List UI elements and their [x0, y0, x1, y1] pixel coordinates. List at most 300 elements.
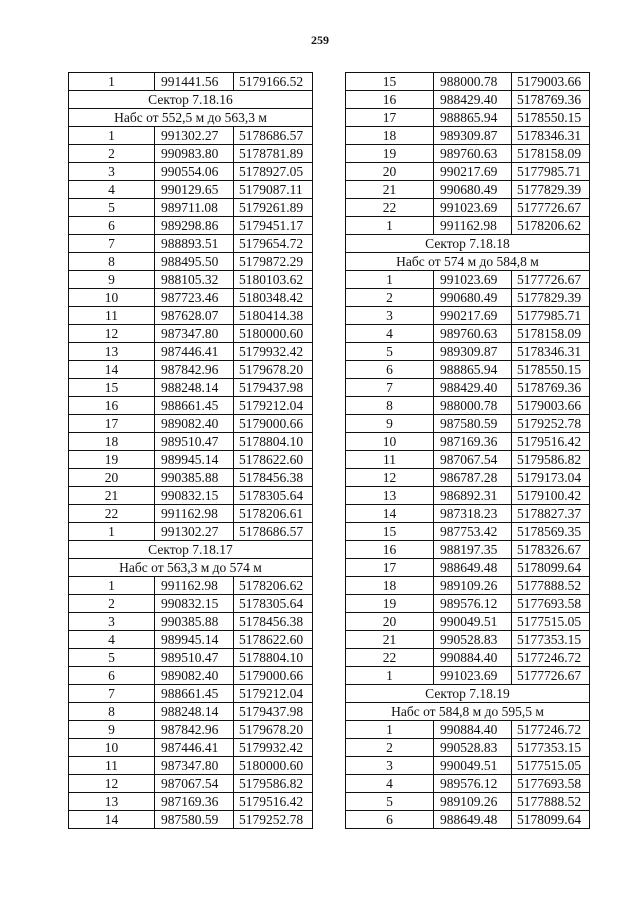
y-coordinate-cell: 5177515.05	[512, 757, 590, 775]
x-coordinate-cell: 990680.49	[434, 181, 512, 199]
point-number-cell: 9	[69, 271, 155, 289]
x-coordinate-cell: 990217.69	[434, 307, 512, 325]
table-row	[346, 541, 590, 559]
table-row	[346, 757, 590, 775]
y-coordinate-cell: 5178769.36	[512, 91, 590, 109]
point-number-cell: 8	[346, 397, 434, 415]
y-coordinate-cell: 5180000.60	[234, 325, 313, 343]
table-row	[346, 361, 590, 379]
y-coordinate-cell: 5177726.67	[512, 667, 590, 685]
table-row	[69, 217, 313, 235]
x-coordinate-cell: 988661.45	[155, 397, 234, 415]
table-row	[69, 289, 313, 307]
point-number-cell: 8	[69, 703, 155, 721]
x-coordinate-cell: 990680.49	[434, 289, 512, 307]
y-coordinate-cell: 5178686.57	[234, 127, 313, 145]
table-row	[69, 127, 313, 145]
table-row	[346, 559, 590, 577]
point-number-cell: 22	[346, 649, 434, 667]
table-row	[69, 199, 313, 217]
table-row	[346, 775, 590, 793]
table-row	[346, 289, 590, 307]
point-number-cell: 14	[69, 811, 155, 829]
sector-range-row	[346, 253, 590, 271]
x-coordinate-cell: 991023.69	[434, 667, 512, 685]
table-row	[346, 325, 590, 343]
point-number-cell: 2	[69, 595, 155, 613]
point-number-cell: 11	[346, 451, 434, 469]
y-coordinate-cell: 5179586.82	[512, 451, 590, 469]
x-coordinate-cell: 988197.35	[434, 541, 512, 559]
y-coordinate-cell: 5177888.52	[512, 577, 590, 595]
point-number-cell: 2	[69, 145, 155, 163]
point-number-cell: 19	[346, 145, 434, 163]
table-row	[69, 433, 313, 451]
table-row	[69, 325, 313, 343]
table-row	[346, 595, 590, 613]
y-coordinate-cell: 5178927.05	[234, 163, 313, 181]
y-coordinate-cell: 5177693.58	[512, 595, 590, 613]
sector-range-row	[69, 109, 313, 127]
y-coordinate-cell: 5178804.10	[234, 433, 313, 451]
point-number-cell: 20	[346, 163, 434, 181]
point-number-cell: 16	[346, 541, 434, 559]
sector-range: Набс от 552,5 м до 563,3 м	[69, 109, 313, 127]
table-row	[69, 613, 313, 631]
table-row	[346, 91, 590, 109]
x-coordinate-cell: 987842.96	[155, 361, 234, 379]
point-number-cell: 14	[346, 505, 434, 523]
y-coordinate-cell: 5179654.72	[234, 235, 313, 253]
x-coordinate-cell: 988893.51	[155, 235, 234, 253]
table-row	[346, 667, 590, 685]
y-coordinate-cell: 5179173.04	[512, 469, 590, 487]
table-row	[69, 361, 313, 379]
table-row	[69, 739, 313, 757]
y-coordinate-cell: 5179100.42	[512, 487, 590, 505]
y-coordinate-cell: 5179212.04	[234, 397, 313, 415]
point-number-cell: 10	[346, 433, 434, 451]
x-coordinate-cell: 989510.47	[155, 433, 234, 451]
x-coordinate-cell: 989309.87	[434, 343, 512, 361]
point-number-cell: 3	[69, 613, 155, 631]
x-coordinate-cell: 986892.31	[434, 487, 512, 505]
x-coordinate-cell: 988661.45	[155, 685, 234, 703]
y-coordinate-cell: 5178206.62	[512, 217, 590, 235]
table-row	[346, 145, 590, 163]
table-row	[69, 469, 313, 487]
x-coordinate-cell: 988429.40	[434, 379, 512, 397]
x-coordinate-cell: 987446.41	[155, 739, 234, 757]
sector-range-row	[346, 703, 590, 721]
x-coordinate-cell: 987067.54	[434, 451, 512, 469]
point-number-cell: 12	[69, 325, 155, 343]
y-coordinate-cell: 5177985.71	[512, 163, 590, 181]
point-number-cell: 12	[346, 469, 434, 487]
table-row	[346, 721, 590, 739]
y-coordinate-cell: 5178550.15	[512, 361, 590, 379]
y-coordinate-cell: 5179252.78	[512, 415, 590, 433]
y-coordinate-cell: 5179000.66	[234, 415, 313, 433]
y-coordinate-cell: 5179252.78	[234, 811, 313, 829]
y-coordinate-cell: 5179678.20	[234, 361, 313, 379]
x-coordinate-cell: 987446.41	[155, 343, 234, 361]
sector-range: Набс от 584,8 м до 595,5 м	[346, 703, 590, 721]
point-number-cell: 17	[346, 109, 434, 127]
x-coordinate-cell: 991302.27	[155, 127, 234, 145]
point-number-cell: 1	[69, 127, 155, 145]
y-coordinate-cell: 5178305.64	[234, 487, 313, 505]
table-row	[346, 109, 590, 127]
y-coordinate-cell: 5177353.15	[512, 739, 590, 757]
point-number-cell: 11	[69, 307, 155, 325]
x-coordinate-cell: 991162.98	[155, 505, 234, 523]
x-coordinate-cell: 989945.14	[155, 631, 234, 649]
point-number-cell: 19	[69, 451, 155, 469]
point-number-cell: 8	[69, 253, 155, 271]
point-number-cell: 21	[346, 631, 434, 649]
point-number-cell: 16	[69, 397, 155, 415]
table-row	[69, 163, 313, 181]
table-row	[346, 433, 590, 451]
sector-title-row	[346, 235, 590, 253]
table-row	[69, 577, 313, 595]
y-coordinate-cell: 5178456.38	[234, 613, 313, 631]
point-number-cell: 2	[346, 739, 434, 757]
x-coordinate-cell: 988248.14	[155, 703, 234, 721]
table-row	[69, 631, 313, 649]
y-coordinate-cell: 5177693.58	[512, 775, 590, 793]
table-row	[69, 271, 313, 289]
table-row	[346, 577, 590, 595]
point-number-cell: 19	[346, 595, 434, 613]
point-number-cell: 21	[69, 487, 155, 505]
x-coordinate-cell: 988649.48	[434, 811, 512, 829]
point-number-cell: 22	[346, 199, 434, 217]
x-coordinate-cell: 991441.56	[155, 73, 234, 91]
point-number-cell: 4	[69, 631, 155, 649]
point-number-cell: 2	[346, 289, 434, 307]
sector-range-row	[69, 559, 313, 577]
x-coordinate-cell: 990528.83	[434, 739, 512, 757]
table-row	[69, 757, 313, 775]
table-row	[346, 451, 590, 469]
y-coordinate-cell: 5178827.37	[512, 505, 590, 523]
x-coordinate-cell: 987169.36	[434, 433, 512, 451]
table-row	[69, 685, 313, 703]
y-coordinate-cell: 5178456.38	[234, 469, 313, 487]
point-number-cell: 1	[346, 271, 434, 289]
x-coordinate-cell: 987628.07	[155, 307, 234, 325]
point-number-cell: 7	[69, 235, 155, 253]
table-row	[346, 217, 590, 235]
table-row	[69, 343, 313, 361]
page-number: 259	[311, 33, 329, 47]
table-row	[346, 523, 590, 541]
point-number-cell: 20	[69, 469, 155, 487]
y-coordinate-cell: 5178346.31	[512, 343, 590, 361]
x-coordinate-cell: 988248.14	[155, 379, 234, 397]
y-coordinate-cell: 5178206.61	[234, 505, 313, 523]
y-coordinate-cell: 5177353.15	[512, 631, 590, 649]
table-row	[346, 649, 590, 667]
point-number-cell: 1	[69, 577, 155, 595]
y-coordinate-cell: 5179212.04	[234, 685, 313, 703]
table-row	[69, 397, 313, 415]
x-coordinate-cell: 990832.15	[155, 487, 234, 505]
x-coordinate-cell: 991162.98	[434, 217, 512, 235]
y-coordinate-cell: 5177515.05	[512, 613, 590, 631]
x-coordinate-cell: 991162.98	[155, 577, 234, 595]
x-coordinate-cell: 990385.88	[155, 613, 234, 631]
y-coordinate-cell: 5178305.64	[234, 595, 313, 613]
x-coordinate-cell: 987347.80	[155, 757, 234, 775]
point-number-cell: 6	[346, 361, 434, 379]
y-coordinate-cell: 5179516.42	[512, 433, 590, 451]
y-coordinate-cell: 5178622.60	[234, 631, 313, 649]
point-number-cell: 3	[69, 163, 155, 181]
x-coordinate-cell: 988429.40	[434, 91, 512, 109]
point-number-cell: 18	[69, 433, 155, 451]
y-coordinate-cell: 5177246.72	[512, 721, 590, 739]
y-coordinate-cell: 5179678.20	[234, 721, 313, 739]
y-coordinate-cell: 5179261.89	[234, 199, 313, 217]
point-number-cell: 1	[346, 721, 434, 739]
point-number-cell: 15	[69, 379, 155, 397]
table-row	[346, 73, 590, 91]
y-coordinate-cell: 5178099.64	[512, 811, 590, 829]
x-coordinate-cell: 991023.69	[434, 271, 512, 289]
sector-title-row	[69, 91, 313, 109]
x-coordinate-cell: 988865.94	[434, 361, 512, 379]
x-coordinate-cell: 989945.14	[155, 451, 234, 469]
table-row	[69, 73, 313, 91]
x-coordinate-cell: 989760.63	[434, 145, 512, 163]
sector-title-row	[69, 541, 313, 559]
x-coordinate-cell: 988649.48	[434, 559, 512, 577]
point-number-cell: 6	[69, 667, 155, 685]
table-row	[346, 271, 590, 289]
y-coordinate-cell: 5178781.89	[234, 145, 313, 163]
table-row	[346, 613, 590, 631]
table-row	[346, 397, 590, 415]
table-row	[69, 181, 313, 199]
x-coordinate-cell: 990049.51	[434, 757, 512, 775]
y-coordinate-cell: 5179586.82	[234, 775, 313, 793]
x-coordinate-cell: 987169.36	[155, 793, 234, 811]
x-coordinate-cell: 990049.51	[434, 613, 512, 631]
point-number-cell: 5	[346, 343, 434, 361]
point-number-cell: 13	[69, 793, 155, 811]
point-number-cell: 18	[346, 577, 434, 595]
point-number-cell: 13	[346, 487, 434, 505]
point-number-cell: 4	[69, 181, 155, 199]
table-row	[346, 181, 590, 199]
table-row	[346, 631, 590, 649]
sector-title: Сектор 7.18.16	[69, 91, 313, 109]
point-number-cell: 14	[69, 361, 155, 379]
x-coordinate-cell: 989082.40	[155, 415, 234, 433]
point-number-cell: 17	[69, 415, 155, 433]
sector-range: Набс от 574 м до 584,8 м	[346, 253, 590, 271]
point-number-cell: 1	[69, 73, 155, 91]
x-coordinate-cell: 990385.88	[155, 469, 234, 487]
x-coordinate-cell: 990832.15	[155, 595, 234, 613]
point-number-cell: 4	[346, 325, 434, 343]
x-coordinate-cell: 990217.69	[434, 163, 512, 181]
x-coordinate-cell: 988000.78	[434, 73, 512, 91]
x-coordinate-cell: 989576.12	[434, 775, 512, 793]
table-row	[69, 667, 313, 685]
x-coordinate-cell: 987723.46	[155, 289, 234, 307]
y-coordinate-cell: 5179087.11	[234, 181, 313, 199]
point-number-cell: 22	[69, 505, 155, 523]
table-row	[69, 505, 313, 523]
x-coordinate-cell: 987318.23	[434, 505, 512, 523]
x-coordinate-cell: 987842.96	[155, 721, 234, 739]
point-number-cell: 10	[69, 739, 155, 757]
x-coordinate-cell: 990554.06	[155, 163, 234, 181]
y-coordinate-cell: 5177726.67	[512, 199, 590, 217]
y-coordinate-cell: 5178346.31	[512, 127, 590, 145]
point-number-cell: 6	[69, 217, 155, 235]
point-number-cell: 13	[69, 343, 155, 361]
sector-range: Набс от 563,3 м до 574 м	[69, 559, 313, 577]
x-coordinate-cell: 987580.59	[155, 811, 234, 829]
point-number-cell: 6	[346, 811, 434, 829]
x-coordinate-cell: 988495.50	[155, 253, 234, 271]
table-row	[69, 379, 313, 397]
x-coordinate-cell: 988105.32	[155, 271, 234, 289]
point-number-cell: 12	[69, 775, 155, 793]
y-coordinate-cell: 5177726.67	[512, 271, 590, 289]
point-number-cell: 1	[346, 667, 434, 685]
y-coordinate-cell: 5179932.42	[234, 343, 313, 361]
point-number-cell: 11	[69, 757, 155, 775]
x-coordinate-cell: 989309.87	[434, 127, 512, 145]
table-row	[346, 505, 590, 523]
table-row	[346, 199, 590, 217]
y-coordinate-cell: 5180000.60	[234, 757, 313, 775]
point-number-cell: 9	[69, 721, 155, 739]
point-number-cell: 15	[346, 73, 434, 91]
table-row	[69, 523, 313, 541]
point-number-cell: 3	[346, 307, 434, 325]
y-coordinate-cell: 5179437.98	[234, 379, 313, 397]
point-number-cell: 7	[346, 379, 434, 397]
table-row	[69, 415, 313, 433]
x-coordinate-cell: 989082.40	[155, 667, 234, 685]
y-coordinate-cell: 5179000.66	[234, 667, 313, 685]
x-coordinate-cell: 987580.59	[434, 415, 512, 433]
table-row	[69, 487, 313, 505]
x-coordinate-cell: 987347.80	[155, 325, 234, 343]
x-coordinate-cell: 989711.08	[155, 199, 234, 217]
x-coordinate-cell: 988865.94	[434, 109, 512, 127]
y-coordinate-cell: 5178622.60	[234, 451, 313, 469]
y-coordinate-cell: 5178158.09	[512, 145, 590, 163]
sector-title: Сектор 7.18.19	[346, 685, 590, 703]
x-coordinate-cell: 988000.78	[434, 397, 512, 415]
y-coordinate-cell: 5178569.35	[512, 523, 590, 541]
table-row	[346, 793, 590, 811]
x-coordinate-cell: 990129.65	[155, 181, 234, 199]
point-number-cell: 1	[69, 523, 155, 541]
point-number-cell: 4	[346, 775, 434, 793]
sector-title-row	[346, 685, 590, 703]
sector-title: Сектор 7.18.18	[346, 235, 590, 253]
point-number-cell: 3	[346, 757, 434, 775]
x-coordinate-cell: 991023.69	[434, 199, 512, 217]
point-number-cell: 5	[69, 199, 155, 217]
point-number-cell: 17	[346, 559, 434, 577]
table-row	[346, 811, 590, 829]
point-number-cell: 1	[346, 217, 434, 235]
y-coordinate-cell: 5178206.62	[234, 577, 313, 595]
table-row	[69, 253, 313, 271]
y-coordinate-cell: 5178099.64	[512, 559, 590, 577]
x-coordinate-cell: 990528.83	[434, 631, 512, 649]
table-row	[69, 721, 313, 739]
y-coordinate-cell: 5179451.17	[234, 217, 313, 235]
table-row	[69, 793, 313, 811]
y-coordinate-cell: 5177829.39	[512, 289, 590, 307]
y-coordinate-cell: 5179003.66	[512, 397, 590, 415]
x-coordinate-cell: 989109.26	[434, 793, 512, 811]
y-coordinate-cell: 5179166.52	[234, 73, 313, 91]
sector-title: Сектор 7.18.17	[69, 541, 313, 559]
y-coordinate-cell: 5180348.42	[234, 289, 313, 307]
table-row	[346, 127, 590, 145]
x-coordinate-cell: 990983.80	[155, 145, 234, 163]
y-coordinate-cell: 5178769.36	[512, 379, 590, 397]
table-row	[346, 487, 590, 505]
table-row	[69, 595, 313, 613]
x-coordinate-cell: 990884.40	[434, 721, 512, 739]
y-coordinate-cell: 5177246.72	[512, 649, 590, 667]
point-number-cell: 15	[346, 523, 434, 541]
table-row	[346, 163, 590, 181]
x-coordinate-cell: 989760.63	[434, 325, 512, 343]
y-coordinate-cell: 5178804.10	[234, 649, 313, 667]
table-row	[346, 379, 590, 397]
point-number-cell: 7	[69, 685, 155, 703]
x-coordinate-cell: 989109.26	[434, 577, 512, 595]
y-coordinate-cell: 5177888.52	[512, 793, 590, 811]
y-coordinate-cell: 5179003.66	[512, 73, 590, 91]
x-coordinate-cell: 989510.47	[155, 649, 234, 667]
y-coordinate-cell: 5179437.98	[234, 703, 313, 721]
coordinates-table-right	[345, 72, 590, 829]
x-coordinate-cell: 991302.27	[155, 523, 234, 541]
table-row	[346, 307, 590, 325]
y-coordinate-cell: 5179872.29	[234, 253, 313, 271]
table-row	[69, 451, 313, 469]
table-row	[346, 415, 590, 433]
point-number-cell: 9	[346, 415, 434, 433]
x-coordinate-cell: 986787.28	[434, 469, 512, 487]
y-coordinate-cell: 5178158.09	[512, 325, 590, 343]
table-row	[346, 739, 590, 757]
x-coordinate-cell: 987067.54	[155, 775, 234, 793]
table-row	[346, 343, 590, 361]
table-row	[69, 307, 313, 325]
y-coordinate-cell: 5180103.62	[234, 271, 313, 289]
table-row	[69, 703, 313, 721]
x-coordinate-cell: 987753.42	[434, 523, 512, 541]
table-row	[69, 775, 313, 793]
coordinates-table-left	[68, 72, 313, 829]
